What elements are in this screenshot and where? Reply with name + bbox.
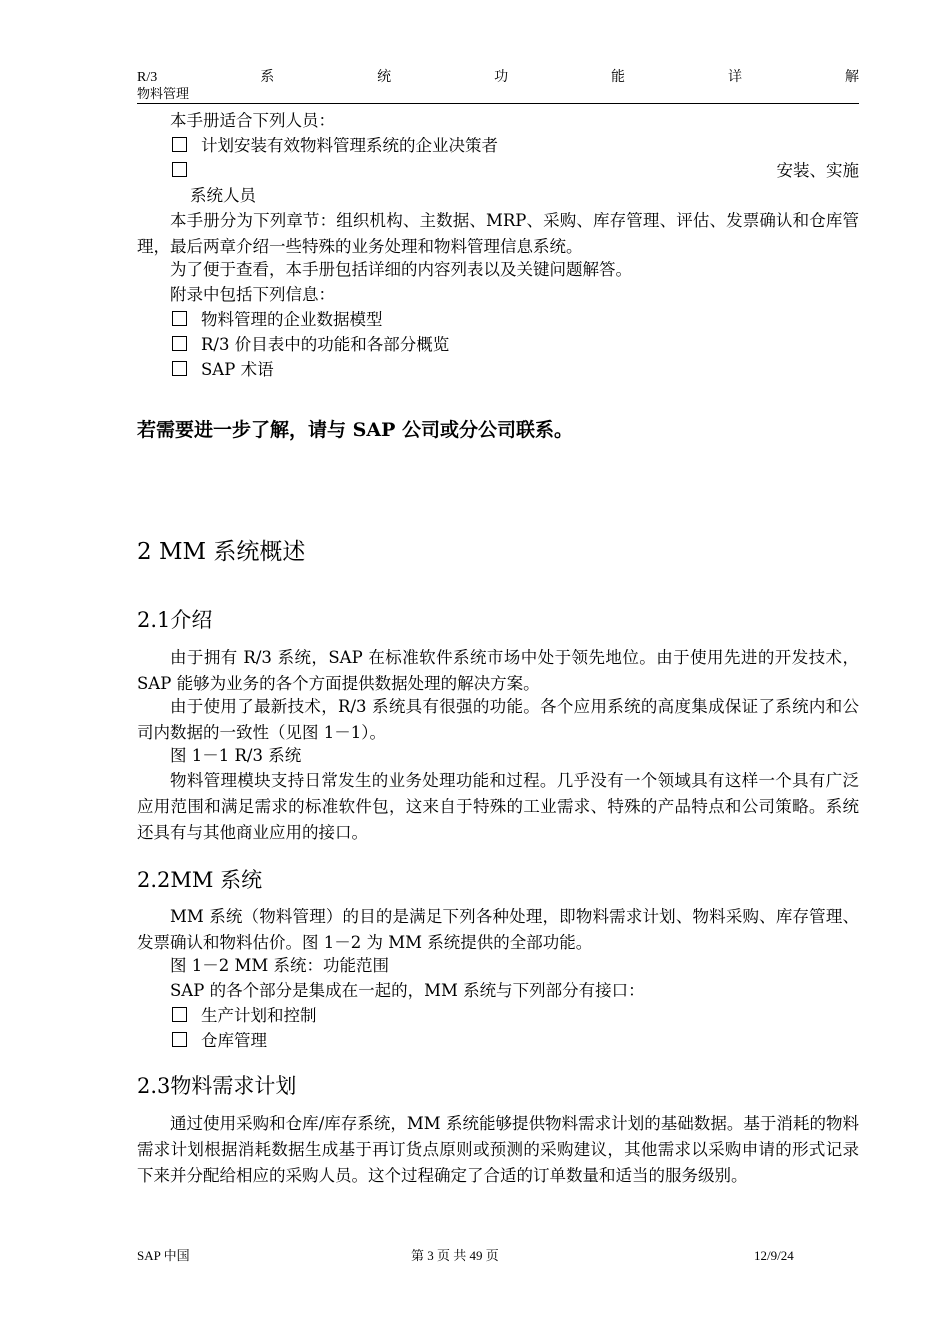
- audience-item-text-cont: 系统人员: [190, 186, 256, 205]
- checkbox-bullet-icon: [172, 311, 187, 326]
- paragraph: MM 系统（物料管理）的目的是满足下列各种处理，即物料需求计划、物料采购、库存管理、发票确认和物料估价。图 1－2 为 MM 系统提供的全部功能。: [137, 907, 859, 952]
- subsection-title: 2.1介绍: [137, 608, 213, 632]
- appendix-item: SAP 术语: [172, 359, 274, 381]
- footer-page-number: 第 3 页 共 49 页: [411, 1248, 499, 1263]
- audience-item: 计划安装有效物料管理系统的企业决策者: [172, 135, 498, 157]
- header-char: 解: [844, 70, 859, 85]
- appendix-item: R/3 价目表中的功能和各部分概览: [172, 334, 449, 356]
- chapters-paragraph: 本手册分为下列章节：组织机构、主数据、MRP、采购、库存管理、评估、发票确认和仓库管理，最后两章介绍一些特殊的业务处理和物料管理信息系统。: [137, 211, 859, 256]
- header-divider: [137, 103, 859, 104]
- header-char: R/3: [137, 70, 158, 85]
- subsection-title: 2.2MM 系统: [137, 868, 263, 892]
- checkbox-bullet-icon: [172, 361, 187, 376]
- header-char: 详: [728, 70, 742, 85]
- header-char: 能: [611, 70, 626, 85]
- subsection-title: 2.3物料需求计划: [137, 1074, 297, 1098]
- figure-caption: 图 1－2 MM 系统：功能范围: [170, 956, 390, 975]
- paragraph: 物料管理模块支持日常发生的业务处理功能和过程。几乎没有一个领域具有这样一个具有广泛应用范围和满足需求的标准软件包，这来自于特殊的工业需求、特殊的产品特点和公司策略。系统还具有与其他商业应用的接口。: [137, 771, 859, 842]
- paragraph: 通过使用采购和仓库/库存系统，MM 系统能够提供物料需求计划的基础数据。基于消耗的物料需求计划根据消耗数据生成基于再订货点原则或预测的采购建议，其他需求以采购申请的形式记录下来并分配给相应的采购人员。这个过程确定了合适的订单数量和适当的服务级别。: [137, 1114, 859, 1185]
- interface-item: 仓库管理: [172, 1030, 267, 1052]
- checkbox-bullet-icon: [172, 1032, 187, 1047]
- audience-item: [172, 160, 201, 182]
- contact-note: 若需要进一步了解，请与 SAP 公司或分公司联系。: [137, 419, 573, 441]
- paragraph: 由于使用了最新技术，R/3 系统具有很强的功能。各个应用系统的高度集成保证了系统内和公司内数据的一致性（见图 1－1）。: [137, 697, 859, 742]
- checkbox-bullet-icon: [172, 162, 187, 177]
- footer-date: 12/9/24: [754, 1248, 794, 1263]
- header-subtitle: 物料管理: [137, 87, 190, 102]
- section-title: 2 MM 系统概述: [137, 539, 306, 565]
- audience-intro: 本手册适合下列人员：: [170, 111, 335, 130]
- appendix-item: 物料管理的企业数据模型: [172, 309, 383, 331]
- header-char: 统: [377, 70, 392, 85]
- audience-item-text: 安装、实施: [776, 161, 859, 180]
- interface-item: 生产计划和控制: [172, 1005, 317, 1027]
- checkbox-bullet-icon: [172, 137, 187, 152]
- footer-company: SAP 中国: [137, 1248, 190, 1263]
- lookup-paragraph: 为了便于查看，本手册包括详细的内容列表以及关键问题解答。: [170, 260, 632, 279]
- header-char: 系: [260, 70, 275, 85]
- header-char: 功: [494, 70, 509, 85]
- paragraph: 由于拥有 R/3 系统，SAP 在标准软件系统市场中处于领先地位。由于使用先进的开发技术，SAP 能够为业务的各个方面提供数据处理的解决方案。: [137, 648, 859, 693]
- appendix-intro: 附录中包括下列信息：: [170, 285, 335, 304]
- checkbox-bullet-icon: [172, 336, 187, 351]
- checkbox-bullet-icon: [172, 1007, 187, 1022]
- paragraph: SAP 的各个部分是集成在一起的，MM 系统与下列部分有接口：: [170, 981, 645, 1000]
- figure-caption: 图 1－1 R/3 系统: [170, 746, 302, 765]
- running-header: [137, 70, 859, 86]
